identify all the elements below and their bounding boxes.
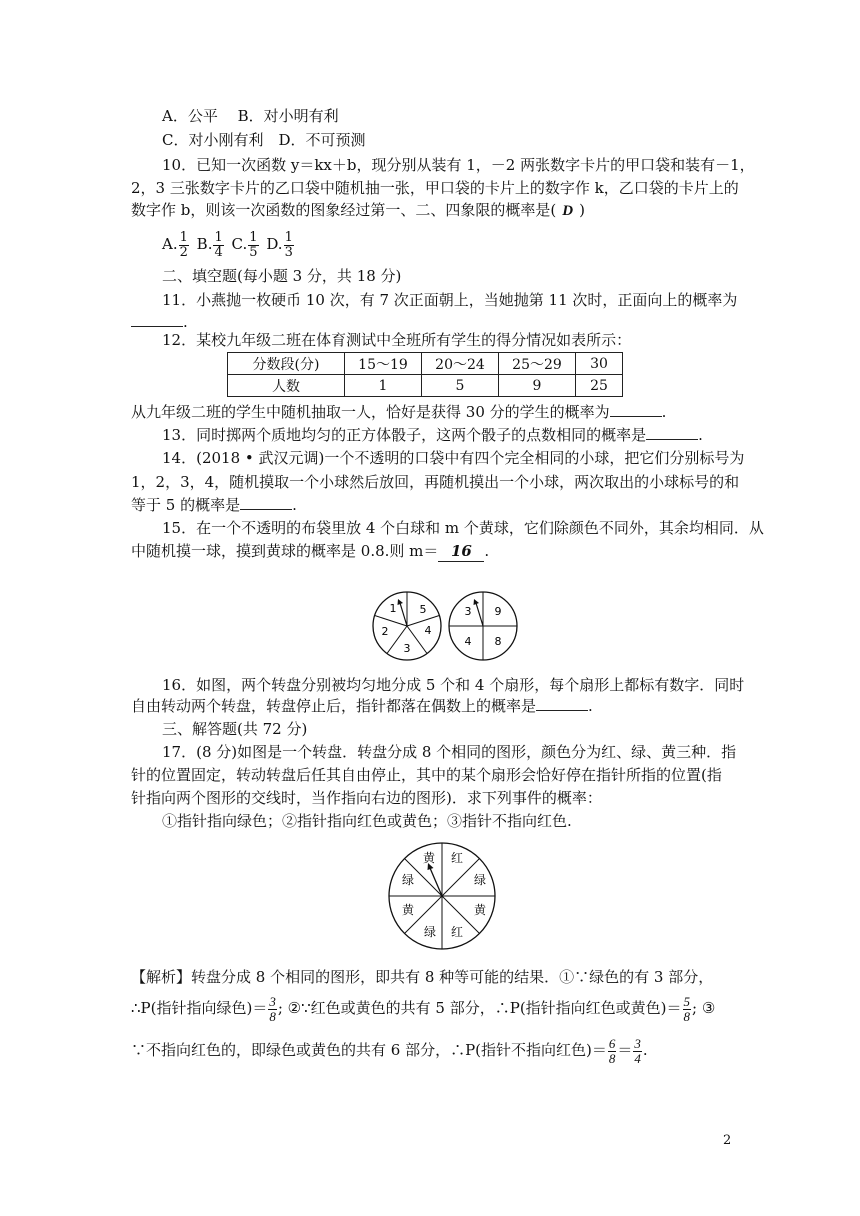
fraction: $\frac{6}{8}$ bbox=[608, 1035, 616, 1066]
q13-answer-blank bbox=[646, 425, 698, 440]
q10-line3 bbox=[131, 200, 585, 221]
spinner-left-label: 3 bbox=[403, 642, 411, 655]
spinner-left-label: 5 bbox=[419, 603, 427, 616]
q11-line1: 11．小燕抛一枚硬币 10 次，有 7 次正面朝上，当她抛第 11 次时，正面向上的概率为 bbox=[162, 291, 738, 309]
spinner-big-label: 黄 bbox=[401, 903, 415, 917]
q17-line3: 针指向两个图形的交线时，当作指向右边的图形)．求下列事件的概率： bbox=[131, 789, 602, 807]
q9-options-line1: A．公平 B．对小明有利 bbox=[162, 107, 339, 125]
q10-close-paren: ) bbox=[579, 201, 585, 219]
score-table bbox=[227, 352, 623, 397]
q14-line1: 14．(2018 • 武汉元调)一个不透明的口袋中有四个完全相同的小球，把它们分别标号为 bbox=[162, 449, 745, 467]
spinner-right-label: 9 bbox=[494, 605, 502, 618]
table-cell: 分数段(分) bbox=[228, 353, 345, 375]
q12-line2: 从九年级二班的学生中随机抽取一人，恰好是获得 30 分的学生的概率为 . bbox=[131, 403, 667, 421]
q16-answer-blank bbox=[536, 696, 588, 711]
page-number: 2 bbox=[723, 1133, 732, 1148]
q10-question-text: 数字作 b，则该一次函数的图象经过第一、二、四象限的概率是( bbox=[131, 201, 557, 219]
q10-line2: 2，3 三张数字卡片的乙口袋中随机抽一张，甲口袋的卡片上的数字作 k，乙口袋的卡片上的 bbox=[131, 179, 739, 197]
table-cell: 30 bbox=[576, 353, 623, 375]
table-cell: 20～24 bbox=[422, 353, 499, 375]
q13-line: 13．同时掷两个质地均匀的正方体骰子，这两个骰子的点数相同的概率是 . bbox=[162, 426, 703, 444]
q16-line2: 自由转动两个转盘，转盘停止后，指针都落在偶数上的概率是 . bbox=[131, 697, 593, 715]
q11-answer-blank bbox=[131, 312, 183, 327]
table-cell: 1 bbox=[345, 375, 422, 397]
q10-line1: 10．已知一次函数 y＝kx＋b，现分别从装有 1，－2 两张数字卡片的甲口袋和装有－1， bbox=[162, 156, 755, 174]
q15-line2: 中随机摸一球，摸到黄球的概率是 0.8.则 m＝ 16 . bbox=[131, 542, 490, 560]
spinner-right-label: 8 bbox=[494, 635, 502, 648]
q17-spinner-figure bbox=[386, 840, 498, 952]
spinner-left-label: 1 bbox=[389, 602, 397, 615]
spinner-big-label: 黄 bbox=[422, 851, 436, 865]
table-cell: 25～29 bbox=[499, 353, 576, 375]
spinner-left-label: 2 bbox=[381, 625, 389, 638]
q9-options-line2: C．对小刚有利 D．不可预测 bbox=[162, 131, 366, 149]
spinner-big-label: 绿 bbox=[423, 925, 437, 939]
q15-answer: 16 bbox=[438, 541, 484, 562]
table-row bbox=[228, 353, 623, 375]
q12-line1: 12．某校九年级二班在体育测试中全班所有学生的得分情况如表所示： bbox=[162, 331, 632, 349]
table-cell: 人数 bbox=[228, 375, 345, 397]
spinner-left-label: 4 bbox=[424, 624, 432, 637]
table-cell: 25 bbox=[576, 375, 623, 397]
fraction: $\frac{5}{8}$ bbox=[683, 993, 691, 1024]
q10-option-a: A. $\frac{1}{2}$ bbox=[162, 229, 188, 260]
spinner-big-label: 绿 bbox=[401, 873, 415, 887]
spinner-left bbox=[373, 592, 441, 660]
table-cell: 5 bbox=[422, 375, 499, 397]
q16-spinners-figure bbox=[370, 588, 520, 664]
spinner-right-label: 3 bbox=[464, 605, 472, 618]
table-cell: 9 bbox=[499, 375, 576, 397]
q14-line2: 1，2，3，4，随机摸取一个小球然后放回，再随机摸出一个小球，两次取出的小球标号的和 bbox=[131, 473, 740, 491]
q10-option-b: B. $\frac{1}{4}$ bbox=[196, 229, 223, 260]
q10-option-d: D. $\frac{1}{3}$ bbox=[266, 229, 293, 260]
q14-line3: 等于 5 的概率是 . bbox=[131, 496, 297, 514]
q10-answer: D bbox=[562, 203, 574, 219]
q10-option-c: C. $\frac{1}{5}$ bbox=[231, 229, 258, 260]
q17-line1: 17．(8 分)如图是一个转盘．转盘分成 8 个相同的图形，颜色分为红、绿、黄三种．指 bbox=[162, 743, 737, 761]
q15-line1: 15．在一个不透明的布袋里放 4 个白球和 m 个黄球，它们除颜色不同外，其余均相同．从 bbox=[162, 519, 764, 537]
solution-line2: ∴P(指针指向绿色)＝ $\frac{3}{8}$ ; ②∵红色或黄色的共有 5 部分，∴P(指针指向红色或黄色)＝ $\frac{5}{8}$ ; ③ bbox=[131, 993, 716, 1024]
q17-line4: ①指针指向绿色；②指针指向红色或黄色；③指针不指向红色. bbox=[162, 812, 572, 830]
solution-line1: 【解析】转盘分成 8 个相同的图形，即共有 8 种等可能的结果．①∵绿色的有 3 部分， bbox=[131, 968, 714, 986]
spinner-big-label: 绿 bbox=[473, 873, 487, 887]
table-row bbox=[228, 375, 623, 397]
section2-title: 二、填空题(每小题 3 分，共 18 分) bbox=[162, 267, 402, 285]
spinner-right-label: 4 bbox=[464, 635, 472, 648]
section3-title: 三、解答题(共 72 分) bbox=[162, 720, 308, 738]
spinner-big bbox=[389, 843, 495, 949]
fraction: $\frac{3}{4}$ bbox=[634, 1035, 641, 1066]
fraction: $\frac{3}{8}$ bbox=[269, 993, 276, 1024]
q17-line2: 针的位置固定，转动转盘后任其自由停止，其中的某个扇形会恰好停在指针所指的位置(指 bbox=[131, 766, 722, 784]
spinner-big-label: 红 bbox=[450, 925, 464, 939]
q11-line2: . bbox=[131, 312, 188, 332]
spinner-big-label: 黄 bbox=[473, 903, 487, 917]
q14-answer-blank bbox=[240, 495, 292, 510]
solution-line3: ∵不指向红色的，即绿色或黄色的共有 6 部分，∴P(指针不指向红色)＝ $\frac{6}{8}$ ＝ $\frac{3}{4}$ . bbox=[131, 1035, 648, 1066]
q10-options bbox=[162, 224, 295, 264]
table-cell: 15～19 bbox=[345, 353, 422, 375]
q16-line1: 16．如图，两个转盘分别被均匀地分成 5 个和 4 个扇形，每个扇形上都标有数字．同时 bbox=[162, 676, 745, 694]
q12-answer-blank bbox=[610, 402, 662, 417]
spinner-big-label: 红 bbox=[450, 851, 464, 865]
spinner-right bbox=[449, 592, 517, 660]
